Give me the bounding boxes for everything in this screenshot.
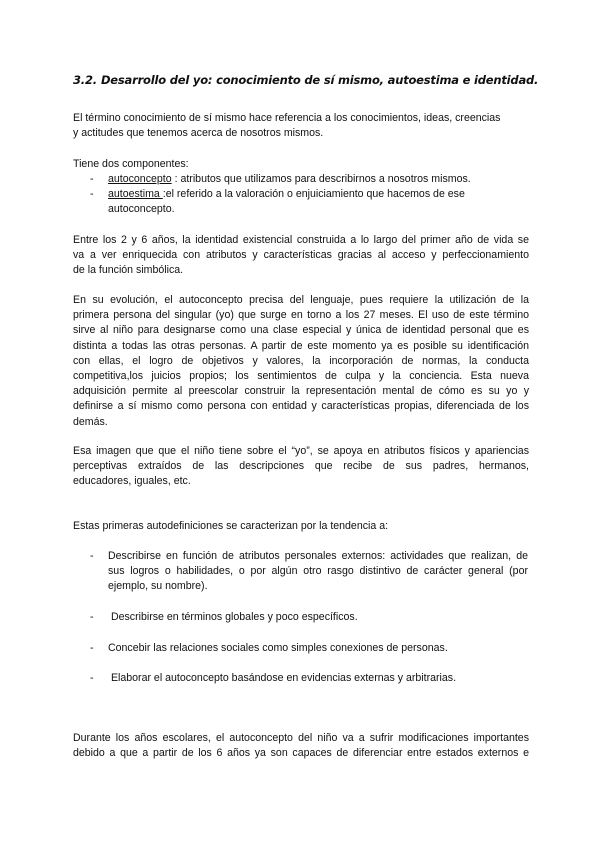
bullet-dash: - (90, 611, 94, 623)
paragraph-definition (73, 111, 529, 141)
text-line: sirve al niño para designarse como una clase especial y única de identidad personal que es (73, 324, 529, 337)
list-item-tendency (73, 610, 529, 626)
text-line: va a ver enriquecida con atributos y características gracias al acceso y perfeccionamiento (73, 249, 529, 262)
text-line: Esa imagen que que el niño tiene sobre el “yo”, se apoya en atributos físicos y apariencias (73, 445, 529, 457)
section-title: Desarrollo del yo: conocimiento de sí mismo, autoestima e identidad. (100, 73, 539, 87)
bullet-dash: - (90, 173, 94, 185)
text-line: primera persona del singular (yo) que surge en torno a los 27 meses. El uso de este término (73, 309, 529, 322)
text-line: de la función simbólica. (73, 264, 184, 277)
text-line: En su evolución, el autoconcepto precisa del lenguaje, pues requiere la utilización de la (73, 294, 529, 306)
term-definition: : atributos que utilizamos para describirnos a nosotros mismos. (171, 173, 471, 185)
paragraph-self-image (73, 444, 529, 490)
text-line: adquisición permite al preescolar construir la representación mental de cómo es su yo y (73, 385, 529, 398)
text-line: educadores, iguales, etc. (73, 475, 191, 488)
text-line: Concebir las relaciones sociales como simples conexiones de personas. (108, 642, 448, 654)
text-line: ejemplo, su nombre). (108, 580, 208, 593)
text-line: competitiva,los juicios propios; los sentimientos de culpa y la conciencia. Esta nueva (73, 370, 529, 383)
text-line: definirse a sí mismo como persona con entidad y características propias, diferenciada de los (73, 400, 529, 413)
list-item-tendency (73, 671, 529, 687)
text-line: y actitudes que tenemos acerca de nosotros mismos. (73, 127, 324, 140)
term-definition: :el referido a la valoración o enjuiciamiento que hacemos de ese (162, 188, 465, 200)
text-line: El término conocimiento de sí mismo hace referencia a los conocimientos, ideas, creencias (73, 112, 501, 124)
text-line: con ellas, el logro de objetivos y valores, la incorporación de normas, la conducta (73, 354, 529, 367)
text-line: distinta a todas las otras personas. A partir de este momento ya es posible su identificación (73, 339, 529, 352)
list-item-autoconcepto (73, 172, 529, 188)
bullet-dash: - (90, 550, 94, 562)
section-heading (73, 73, 538, 87)
list-item-autoestima (73, 187, 529, 219)
text-line: Tiene dos componentes: (73, 158, 189, 170)
text-line: Describirse en función de atributos personales externos: actividades que realizan, de (108, 550, 528, 562)
text-line: Elaborar el autoconcepto basándose en evidencias externas y arbitrarias. (108, 672, 457, 684)
term-autoconcepto: autoconcepto (108, 173, 172, 185)
bullet-dash: - (90, 188, 94, 200)
text-line: sus logros o habilidades, o por algún otro rasgo distintivo de carácter general (por (108, 565, 528, 578)
text-line: Durante los años escolares, el autoconcepto del niño va a sufrir modificaciones importantes (73, 732, 529, 744)
text-line: Describirse en términos globales y poco específicos. (108, 611, 358, 623)
paragraph-components-intro (73, 157, 529, 172)
section-number: 3.2. (73, 73, 97, 87)
text-line: debido a que a partir de los 6 años ya son capaces de diferenciar entre estados externos e (73, 747, 529, 760)
text-line: autoconcepto. (108, 203, 175, 216)
paragraph-identity (73, 233, 529, 279)
text-line: perceptivas extraídos de las descripciones que recibe de sus padres, hermanos, (73, 460, 529, 473)
text-line: demás. (73, 415, 108, 428)
paragraph-evolution (73, 293, 529, 430)
term-autoestima: autoestima (108, 188, 163, 200)
text-line: Estas primeras autodefiniciones se caracterizan por la tendencia a: (73, 520, 389, 532)
paragraph-school-years (73, 731, 529, 761)
list-item-tendency (73, 549, 529, 597)
bullet-dash: - (90, 642, 94, 654)
list-item-tendency (73, 641, 529, 657)
paragraph-tendencies-intro (73, 519, 529, 534)
text-line: Entre los 2 y 6 años, la identidad existencial construida a lo largo del primer año de vida se (73, 234, 529, 246)
bullet-dash: - (90, 672, 94, 684)
